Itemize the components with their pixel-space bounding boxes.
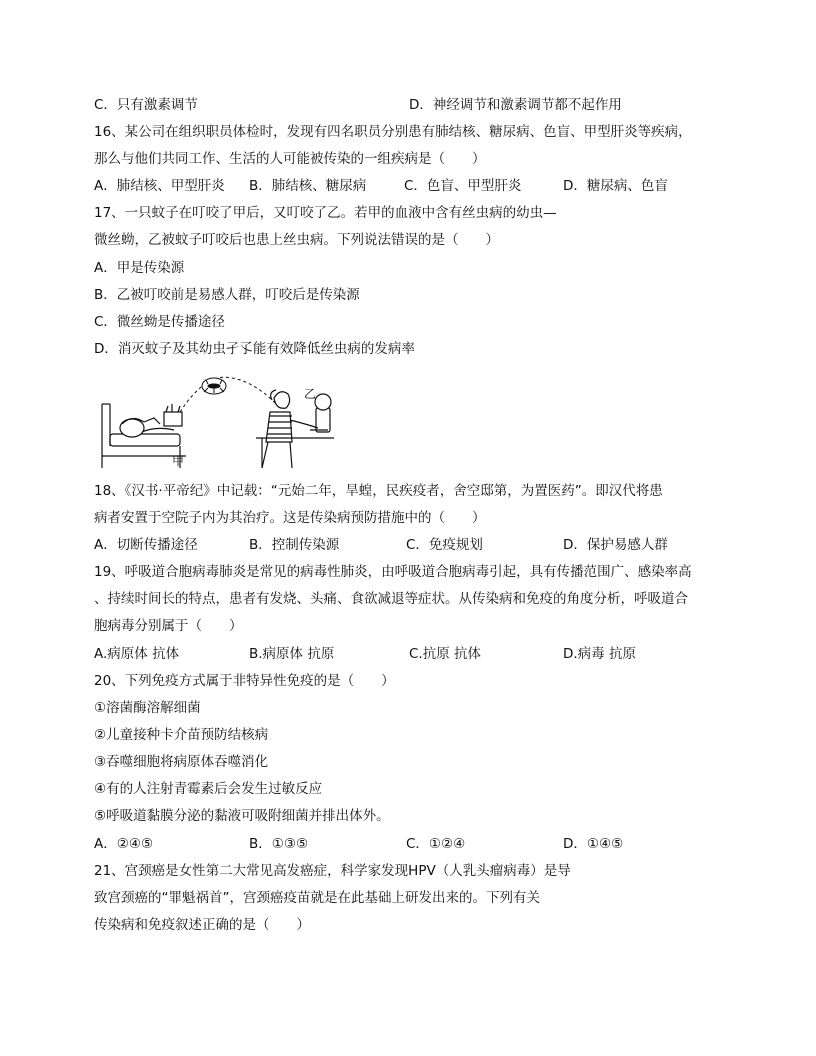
label-yi: 乙 (304, 387, 317, 401)
q20-stem: 20、下列免疫方式属于非特异性免疫的是（ ） (94, 673, 395, 689)
q19-option-c: C.抗原 抗体 (409, 646, 482, 662)
q20-item-4: ④有的人注射青霉素后会发生过敏反应 (94, 781, 323, 797)
q18-option-d: D．保护易感人群 (563, 537, 668, 553)
q16-option-a: A．肺结核、甲型肝炎 (94, 178, 225, 194)
q18-option-c: C．免疫规划 (406, 537, 483, 553)
q20-item-1: ①溶菌酶溶解细菌 (94, 700, 201, 716)
q21-stem-line2: 致宫颈癌的“罪魁祸首”，宫颈癌疫苗就是在此基础上研发出来的。下列有关 (94, 890, 540, 906)
q17-option-d: D．消灭蚊子及其幼虫孑孓能有效降低丝虫病的发病率 (94, 341, 415, 357)
q19-option-b: B.病原体 抗原 (249, 646, 335, 662)
mosquito-icon (202, 378, 226, 394)
q16-option-c: C．色盲、甲型肝炎 (404, 178, 522, 194)
q18-stem-line2: 病者安置于空院子内为其治疗。这是传染病预防措施中的（ ） (94, 510, 486, 526)
q16-option-d: D．糖尿病、色盲 (563, 178, 668, 194)
q17-stem-line2: 微丝蚴，乙被蚊子叮咬后也患上丝虫病。下列说法错误的是（ ） (94, 232, 499, 248)
q19-option-d: D.病毒 抗原 (563, 646, 636, 662)
q20-item-5: ⑤呼吸道黏膜分泌的黏液可吸附细菌并排出体外。 (94, 808, 390, 824)
label-jia: 甲 (172, 454, 185, 468)
q19-stem-line1: 19、呼吸道合胞病毒肺炎是常见的病毒性肺炎，由呼吸道合胞病毒引起，具有传播范围广、感染率高 (94, 564, 692, 580)
flight-path (180, 377, 280, 412)
q21-stem-line1: 21、宫颈癌是女性第二大常见高发癌症，科学家发现HPV（人乳头瘤病毒）是导 (94, 863, 571, 879)
q20-item-3: ③吞噬细胞将病原体吞噬消化 (94, 754, 269, 770)
q19-option-a: A.病原体 抗体 (94, 646, 180, 662)
q20-option-a: A．②④⑤ (94, 836, 154, 852)
q18-stem-line1: 18、《汉书·平帝纪》中记载：“元始二年，旱蝗，民疾疫者，舍空邸第，为置医药”。即汉代将患 (94, 483, 663, 499)
q17-option-c: C．微丝蚴是传播途径 (94, 314, 225, 330)
q20-item-2: ②儿童接种卡介苗预防结核病 (94, 727, 269, 743)
q17-option-a: A．甲是传染源 (94, 260, 185, 276)
mosquito-transmission-illustration (96, 368, 336, 472)
q18-option-b: B．控制传染源 (249, 537, 340, 553)
q20-option-d: D．①④⑤ (563, 836, 624, 852)
q16-stem-line1: 16、某公司在组织职员体检时，发现有四名职员分别患有肺结核、糖尿病、色盲、甲型肝炎等疾病， (94, 124, 692, 140)
q15-option-d: D．神经调节和激素调节都不起作用 (409, 97, 622, 113)
q17-stem-line1: 17、一只蚊子在叮咬了甲后，又叮咬了乙。若甲的血液中含有丝虫病的幼虫— (94, 205, 557, 221)
q17-option-b: B．乙被叮咬前是易感人群，叮咬后是传染源 (94, 287, 360, 303)
q19-stem-line2: 、持续时间长的特点，患者有发烧、头痛、食欲减退等症状。从传染病和免疫的角度分析，呼吸道合 (94, 591, 688, 607)
q21-stem-line3: 传染病和免疫叙述正确的是（ ） (94, 917, 310, 933)
q19-stem-line3: 胞病毒分别属于（ ） (94, 618, 243, 634)
q15-option-c: C．只有激素调节 (94, 97, 198, 113)
q16-option-b: B．肺结核、糖尿病 (249, 178, 367, 194)
q16-stem-line2: 那么与他们共同工作、生活的人可能被传染的一组疾病是（ ） (94, 151, 486, 167)
person-yi-figure (256, 390, 334, 468)
q20-option-c: C．①②④ (406, 836, 466, 852)
q18-option-a: A．切断传播途径 (94, 537, 198, 553)
q20-option-b: B．①③⑤ (249, 836, 309, 852)
